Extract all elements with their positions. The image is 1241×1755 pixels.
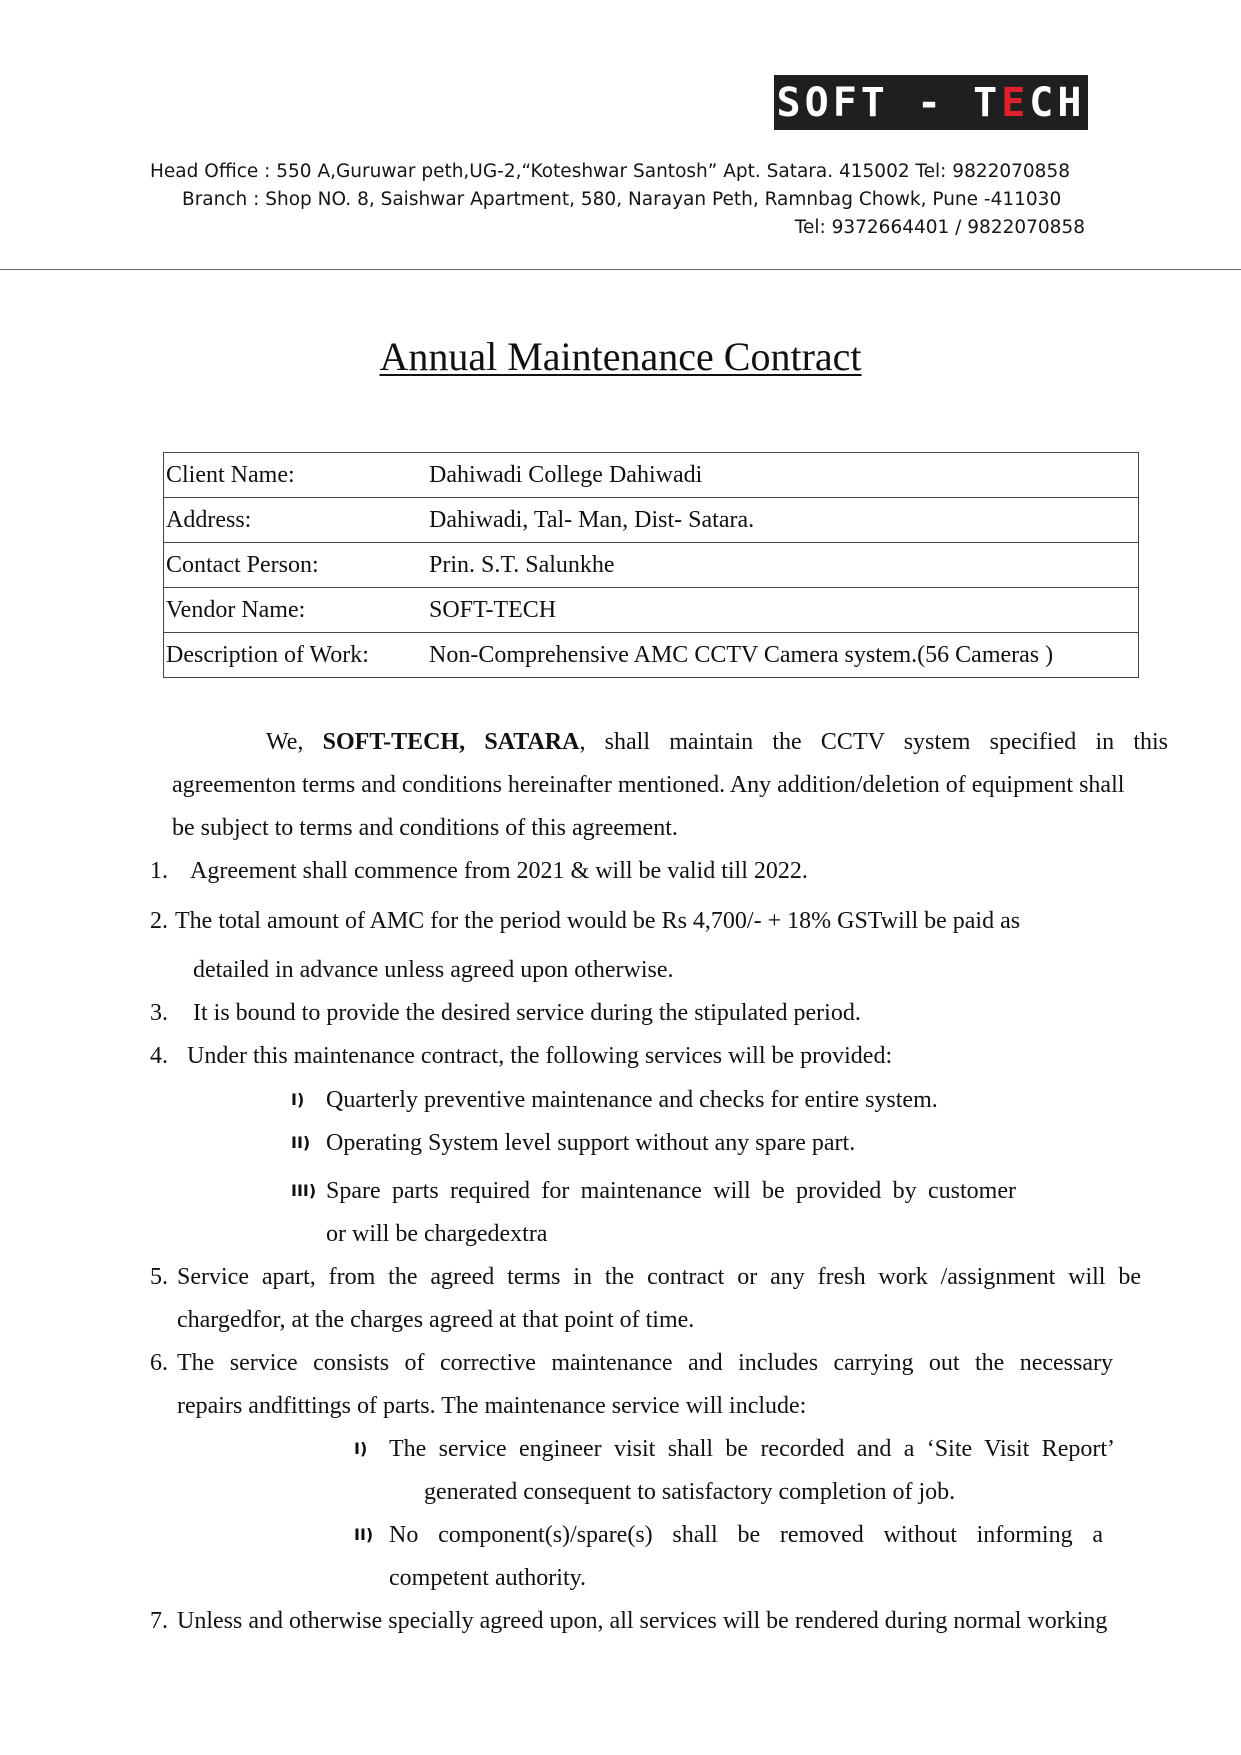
table-row [164, 453, 1139, 498]
item-3-text: It is bound to provide the desired service during the stipulated period. [193, 1000, 861, 1026]
table-row [164, 633, 1139, 678]
intro-line-2: agreementon terms and conditions hereinafter mentioned. Any addition/deletion of equipment shall [172, 772, 1125, 798]
item-1-number: 1. [150, 858, 168, 884]
document-title: Annual Maintenance Contract [379, 334, 862, 379]
item-5-number: 5. [150, 1264, 168, 1290]
item-6-text-cont: repairs andfittings of parts. The maintenance service will include: [177, 1393, 807, 1419]
table-row [164, 543, 1139, 588]
item-7-number: 7. [150, 1608, 168, 1634]
table-row [164, 498, 1139, 543]
item-2-number: 2. [150, 908, 168, 934]
item-4-sub-1-text: Quarterly preventive maintenance and checks for entire system. [326, 1087, 938, 1113]
head-office-address: Head Office : 550 A,Guruwar peth,UG-2,“Koteshwar Santosh” Apt. Satara. 415002 Tel: 9822070858 [150, 161, 1070, 182]
item-6-text: The service consists of corrective maintenance and includes carrying out the necessary [177, 1350, 1113, 1376]
item-4-number: 4. [150, 1043, 168, 1069]
branch-telephone: Tel: 9372664401 / 9822070858 [794, 217, 1085, 238]
item-6-sub-2-text: No component(s)/spare(s) shall be removed without informing a [389, 1522, 1103, 1548]
contact-person-label: Contact Person: [164, 543, 424, 588]
item-6-sub-1-text: The service engineer visit shall be recorded and a ‘Site Visit Report’ [389, 1436, 1115, 1462]
item-6-sub-1-text-cont: generated consequent to satisfactory completion of job. [424, 1479, 956, 1505]
item-4-sub-1-number: I) [291, 1090, 305, 1109]
item-2-text: The total amount of AMC for the period would be Rs 4,700/- + 18% GSTwill be paid as [175, 908, 1021, 934]
vendor-name-value: SOFT-TECH [423, 588, 1139, 633]
item-5-text-cont: chargedfor, at the charges agreed at that point of time. [177, 1307, 695, 1333]
vendor-name-label: Vendor Name: [164, 588, 424, 633]
item-2-text-cont: detailed in advance unless agreed upon otherwise. [193, 957, 674, 983]
company-name: SOFT-TECH, SATARA [322, 729, 580, 755]
description-of-work-label: Description of Work: [164, 633, 424, 678]
item-6-number: 6. [150, 1350, 168, 1376]
item-4-sub-2-text: Operating System level support without any spare part. [326, 1130, 856, 1156]
intro-line-1: We, SOFT-TECH, SATARA, shall maintain the CCTV system specified in this [266, 729, 1168, 755]
header-divider [0, 269, 1241, 270]
item-4-sub-3-text-cont: or will be chargedextra [326, 1221, 548, 1247]
intro-line-3: be subject to terms and conditions of this agreement. [172, 815, 678, 841]
table-row [164, 588, 1139, 633]
contact-person-value: Prin. S.T. Salunkhe [423, 543, 1139, 588]
address-value: Dahiwadi, Tal- Man, Dist- Satara. [423, 498, 1139, 543]
item-1-text: Agreement shall commence from 2021 & will be valid till 2022. [190, 858, 808, 884]
branch-address: Branch : Shop NO. 8, Saishwar Apartment, 580, Narayan Peth, Ramnbag Chowk, Pune -411030 [182, 189, 1062, 210]
item-3-number: 3. [150, 1000, 168, 1026]
address-label: Address: [164, 498, 424, 543]
item-4-sub-3-number: III) [291, 1181, 317, 1200]
item-4-sub-2-number: II) [291, 1133, 311, 1152]
company-logo: SOFT - TECH [774, 75, 1088, 130]
item-5-text: Service apart, from the agreed terms in the contract or any fresh work /assignment will be [177, 1264, 1141, 1290]
item-4-text: Under this maintenance contract, the following services will be provided: [187, 1043, 893, 1069]
item-4-sub-3-text: Spare parts required for maintenance will be provided by customer [326, 1178, 1016, 1204]
item-6-sub-1-number: I) [354, 1439, 368, 1458]
description-of-work-value: Non-Comprehensive AMC CCTV Camera system.(56 Cameras ) [423, 633, 1139, 678]
item-6-sub-2-text-cont: competent authority. [389, 1565, 587, 1591]
item-7-text: Unless and otherwise specially agreed upon, all services will be rendered during normal working [177, 1608, 1108, 1634]
item-6-sub-2-number: II) [354, 1525, 374, 1544]
contract-info-table [163, 452, 1139, 678]
client-name-value: Dahiwadi College Dahiwadi [423, 453, 1139, 498]
client-name-label: Client Name: [164, 453, 424, 498]
